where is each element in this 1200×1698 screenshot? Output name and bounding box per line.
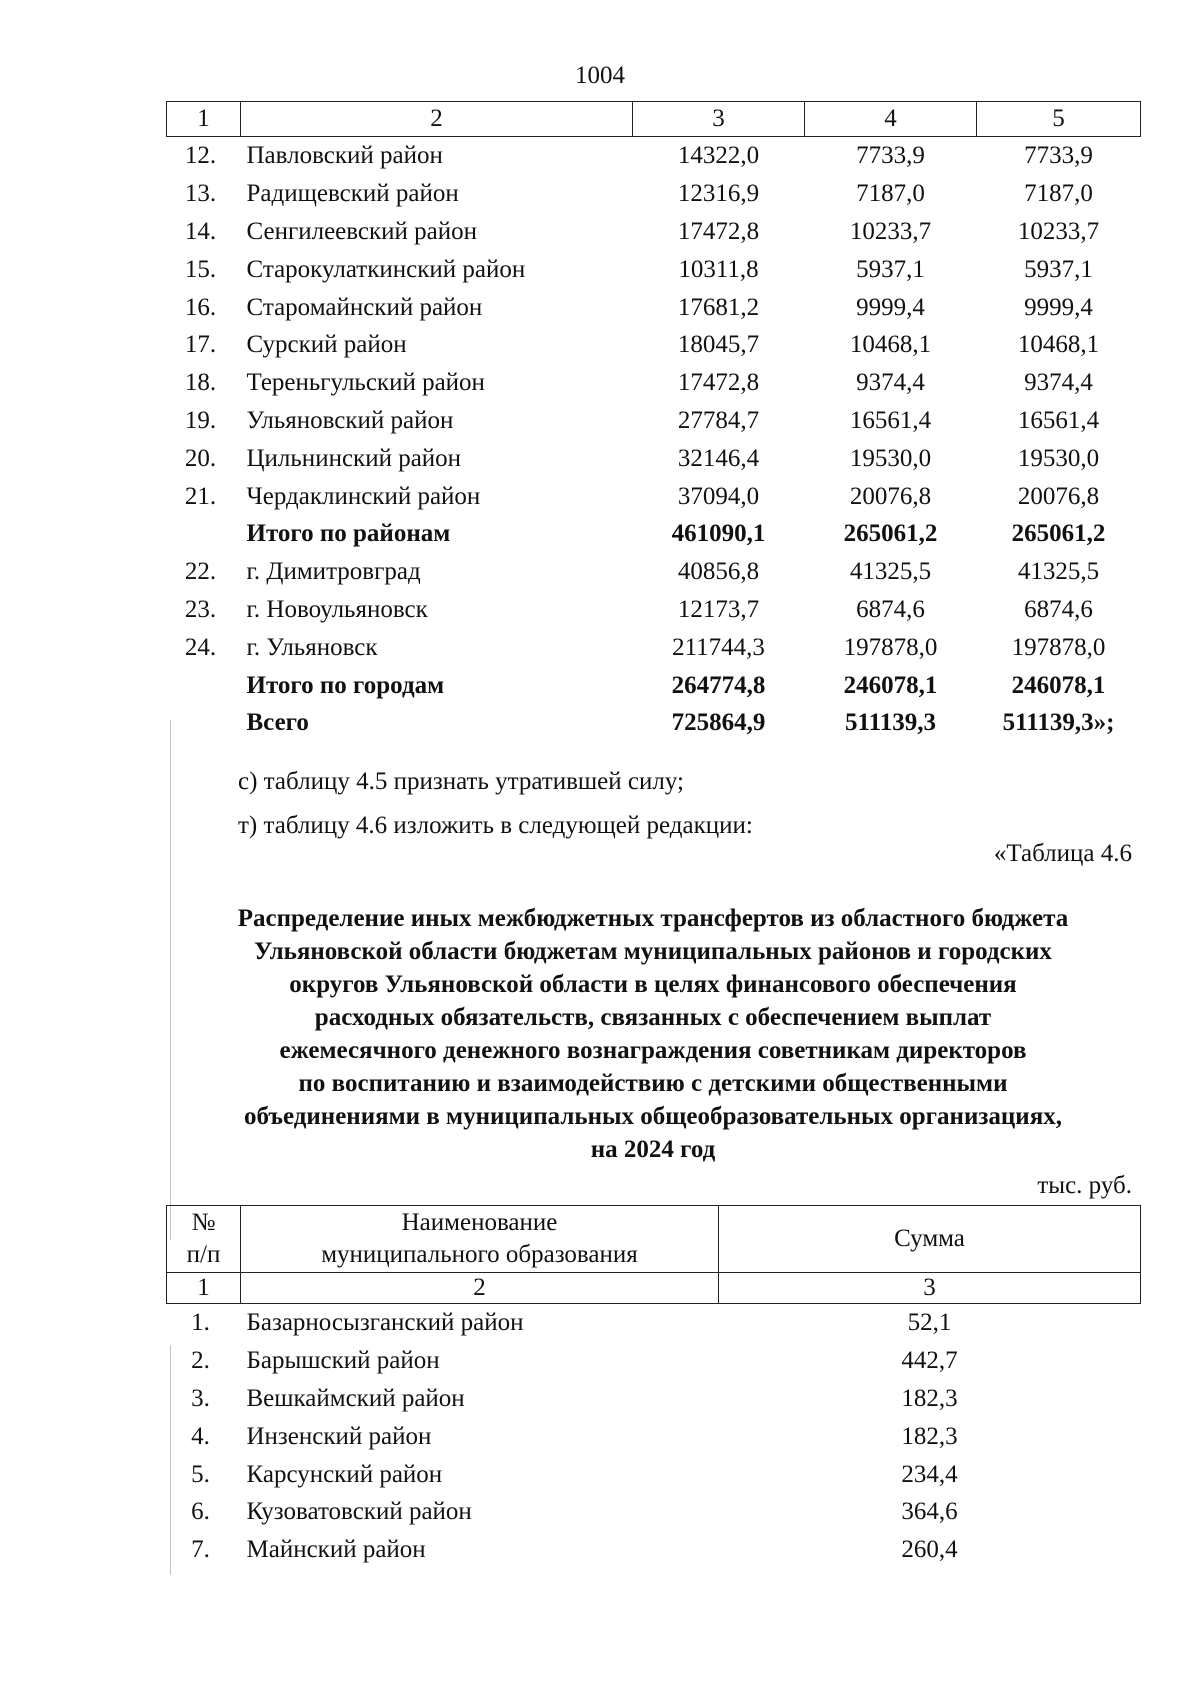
table-row <box>167 137 1141 175</box>
heading-line: по воспитанию и взаимодействию с детскими общественными <box>298 1070 1008 1097</box>
row-number: 15. <box>184 255 217 283</box>
column-5-value: 9374,4 <box>1024 369 1093 397</box>
district-name: Чердаклинский район <box>246 482 481 510</box>
scan-mark <box>170 1345 171 1575</box>
district-name: Майнский район <box>246 1536 426 1564</box>
table-total-row <box>167 666 1141 704</box>
district-name: Базарносызганский район <box>246 1309 524 1337</box>
column-4-value: 20076,8 <box>849 482 932 510</box>
table-total-row <box>167 704 1141 742</box>
sum-value: 364,6 <box>901 1498 958 1526</box>
row-number: 23. <box>184 595 217 623</box>
sum-value: 182,3 <box>901 1384 958 1412</box>
number-header-line: № <box>191 1209 216 1236</box>
sum-value: 182,3 <box>901 1422 958 1450</box>
table-row <box>167 1493 1141 1531</box>
column-5-value: 6874,6 <box>1024 595 1093 623</box>
column-5-value: 16561,4 <box>1017 406 1100 434</box>
column-3-value: 12316,9 <box>677 180 760 208</box>
table-row <box>167 439 1141 477</box>
column-3-value: 17472,8 <box>677 369 760 397</box>
column-3-value: 12173,7 <box>677 595 760 623</box>
row-number: 3. <box>191 1384 210 1412</box>
heading-line: Ульяновской области бюджетам муниципальных районов и городских <box>254 938 1052 965</box>
column-index: 5 <box>977 102 1141 137</box>
column-4-value: 9374,4 <box>856 369 925 397</box>
name-header-line: муниципального образования <box>321 1241 638 1268</box>
table-row <box>167 250 1141 288</box>
item-t-paragraph: т) таблицу 4.6 изложить в следующей редакции: <box>238 812 753 839</box>
row-number: 1. <box>191 1309 210 1337</box>
unit-label: тыс. руб. <box>1037 1172 1132 1199</box>
district-name: г. Димитровград <box>246 558 421 586</box>
table-row <box>167 213 1141 251</box>
row-number: 17. <box>184 331 217 359</box>
row-number: 5. <box>191 1460 210 1488</box>
district-name: Сурский район <box>246 331 407 359</box>
row-number: 12. <box>184 142 217 170</box>
column-index: 4 <box>805 102 977 137</box>
column-3-value: 264774,8 <box>671 671 766 699</box>
district-name: Итого по городам <box>246 671 445 699</box>
column-4-value: 265061,2 <box>843 520 938 548</box>
column-3-value: 725864,9 <box>671 709 766 737</box>
column-5-value: 5937,1 <box>1024 255 1093 283</box>
table-row <box>167 1531 1141 1569</box>
district-name: Барышский район <box>246 1347 440 1375</box>
district-name: Павловский район <box>246 142 443 170</box>
row-number: 20. <box>184 444 217 472</box>
column-4-value: 7187,0 <box>856 180 925 208</box>
column-3-value: 18045,7 <box>677 331 760 359</box>
column-4-value: 10468,1 <box>849 331 932 359</box>
column-4-value: 16561,4 <box>849 406 932 434</box>
column-4-value: 19530,0 <box>849 444 932 472</box>
column-4-value: 6874,6 <box>856 595 925 623</box>
heading-line: ежемесячного денежного вознаграждения советникам директоров <box>279 1037 1027 1064</box>
table-row <box>167 1342 1141 1380</box>
row-number: 13. <box>184 180 217 208</box>
column-3-value: 17681,2 <box>677 293 760 321</box>
table-heading <box>166 902 1140 1166</box>
column-5-value: 19530,0 <box>1017 444 1100 472</box>
table-row <box>167 175 1141 213</box>
sum-header: Сумма <box>719 1206 1141 1273</box>
column-5-value: 10468,1 <box>1017 331 1100 359</box>
table-total-row <box>167 515 1141 553</box>
district-name: Вешкаймский район <box>246 1384 465 1412</box>
district-name: Старомайнский район <box>246 293 483 321</box>
number-header <box>167 1206 241 1273</box>
column-3-value: 14322,0 <box>677 142 760 170</box>
column-5-value: 41325,5 <box>1017 558 1100 586</box>
column-4-value: 10233,7 <box>849 217 932 245</box>
table-row <box>167 364 1141 402</box>
district-name: Сенгилеевский район <box>246 217 478 245</box>
heading-line: Распределение иных межбюджетных трансфертов из областного бюджета <box>237 905 1069 932</box>
column-3-value: 37094,0 <box>677 482 760 510</box>
row-number: 18. <box>184 369 217 397</box>
row-number <box>167 704 241 742</box>
district-name: Старокулаткинский район <box>246 255 526 283</box>
table-row <box>167 288 1141 326</box>
column-3-value: 40856,8 <box>677 558 760 586</box>
column-4-value: 9999,4 <box>856 293 925 321</box>
sum-value: 52,1 <box>907 1309 952 1337</box>
table-row <box>167 326 1141 364</box>
district-name: Кузоватовский район <box>246 1498 472 1526</box>
column-3-value: 27784,7 <box>677 406 760 434</box>
row-number: 7. <box>191 1536 210 1564</box>
row-number: 6. <box>191 1498 210 1526</box>
name-header-line: Наименование <box>401 1209 558 1236</box>
item-s-paragraph: с) таблицу 4.5 признать утратившей силу; <box>238 768 684 795</box>
column-index: 2 <box>241 1273 719 1304</box>
column-index: 3 <box>719 1273 1141 1304</box>
district-name: Ульяновский район <box>246 406 454 434</box>
row-number: 21. <box>184 482 217 510</box>
table-row <box>167 1304 1141 1342</box>
column-5-value: 197878,0 <box>1011 633 1106 661</box>
district-name: Всего <box>246 709 309 737</box>
heading-line: на 2024 год <box>590 1136 716 1163</box>
column-index-row <box>167 102 1141 137</box>
column-4-value: 246078,1 <box>843 671 938 699</box>
row-number: 16. <box>184 293 217 321</box>
sum-value: 234,4 <box>901 1460 958 1488</box>
column-3-value: 32146,4 <box>677 444 760 472</box>
heading-line: округов Ульяновской области в целях финансового обеспечения <box>289 971 1017 998</box>
sum-value: 442,7 <box>901 1347 958 1375</box>
district-name: г. Ульяновск <box>246 633 378 661</box>
district-name: Радищевский район <box>246 180 459 208</box>
row-number <box>167 666 241 704</box>
table-row <box>167 553 1141 591</box>
column-5-value: 9999,4 <box>1024 293 1093 321</box>
row-number: 4. <box>191 1422 210 1450</box>
table-row <box>167 1380 1141 1418</box>
column-3-value: 17472,8 <box>677 217 760 245</box>
table-header-row <box>167 1206 1141 1273</box>
column-5-value: 7187,0 <box>1024 180 1093 208</box>
district-name: Цильнинский район <box>246 444 462 472</box>
row-number: 24. <box>184 633 217 661</box>
heading-line: объединениями в муниципальных общеобразовательных организациях, <box>244 1103 1062 1130</box>
column-index-row <box>167 1273 1141 1304</box>
name-header <box>241 1206 719 1273</box>
column-5-value: 246078,1 <box>1011 671 1106 699</box>
column-5-value: 265061,2 <box>1011 520 1106 548</box>
district-name: Тереньгульский район <box>246 369 485 397</box>
column-index: 1 <box>167 1273 241 1304</box>
column-5-value: 511139,3»; <box>1002 709 1115 737</box>
district-name: г. Новоульяновск <box>246 595 428 623</box>
allocation-table <box>166 1205 1141 1569</box>
row-number: 19. <box>184 406 217 434</box>
column-index: 1 <box>167 102 241 137</box>
column-3-value: 211744,3 <box>672 633 765 661</box>
column-5-value: 7733,9 <box>1024 142 1093 170</box>
column-5-value: 20076,8 <box>1017 482 1100 510</box>
table-row <box>167 402 1141 440</box>
table-label: «Таблица 4.6 <box>993 840 1132 867</box>
district-name: Карсунский район <box>246 1460 443 1488</box>
sum-value: 260,4 <box>901 1536 958 1564</box>
column-4-value: 7733,9 <box>856 142 925 170</box>
table-row <box>167 477 1141 515</box>
row-number: 2. <box>191 1347 210 1375</box>
heading-line: расходных обязательств, связанных с обеспечением выплат <box>314 1004 992 1031</box>
row-number <box>167 515 241 553</box>
column-index: 2 <box>241 102 633 137</box>
page-number: 1004 <box>575 62 625 89</box>
column-3-value: 461090,1 <box>671 520 766 548</box>
column-5-value: 10233,7 <box>1017 217 1100 245</box>
table-row <box>167 1455 1141 1493</box>
column-4-value: 197878,0 <box>843 633 938 661</box>
table-row <box>167 591 1141 629</box>
column-3-value: 10311,8 <box>678 255 759 283</box>
transfers-table-continued <box>166 101 1141 742</box>
number-header-line: п/п <box>186 1241 221 1268</box>
scan-mark <box>170 720 171 1240</box>
row-number: 14. <box>184 217 217 245</box>
table-row <box>167 1417 1141 1455</box>
column-index: 3 <box>633 102 805 137</box>
row-number: 22. <box>184 558 217 586</box>
district-name: Итого по районам <box>246 520 451 548</box>
column-4-value: 511139,3 <box>845 709 936 737</box>
column-4-value: 41325,5 <box>849 558 932 586</box>
column-4-value: 5937,1 <box>856 255 925 283</box>
district-name: Инзенский район <box>246 1422 432 1450</box>
table-row <box>167 628 1141 666</box>
